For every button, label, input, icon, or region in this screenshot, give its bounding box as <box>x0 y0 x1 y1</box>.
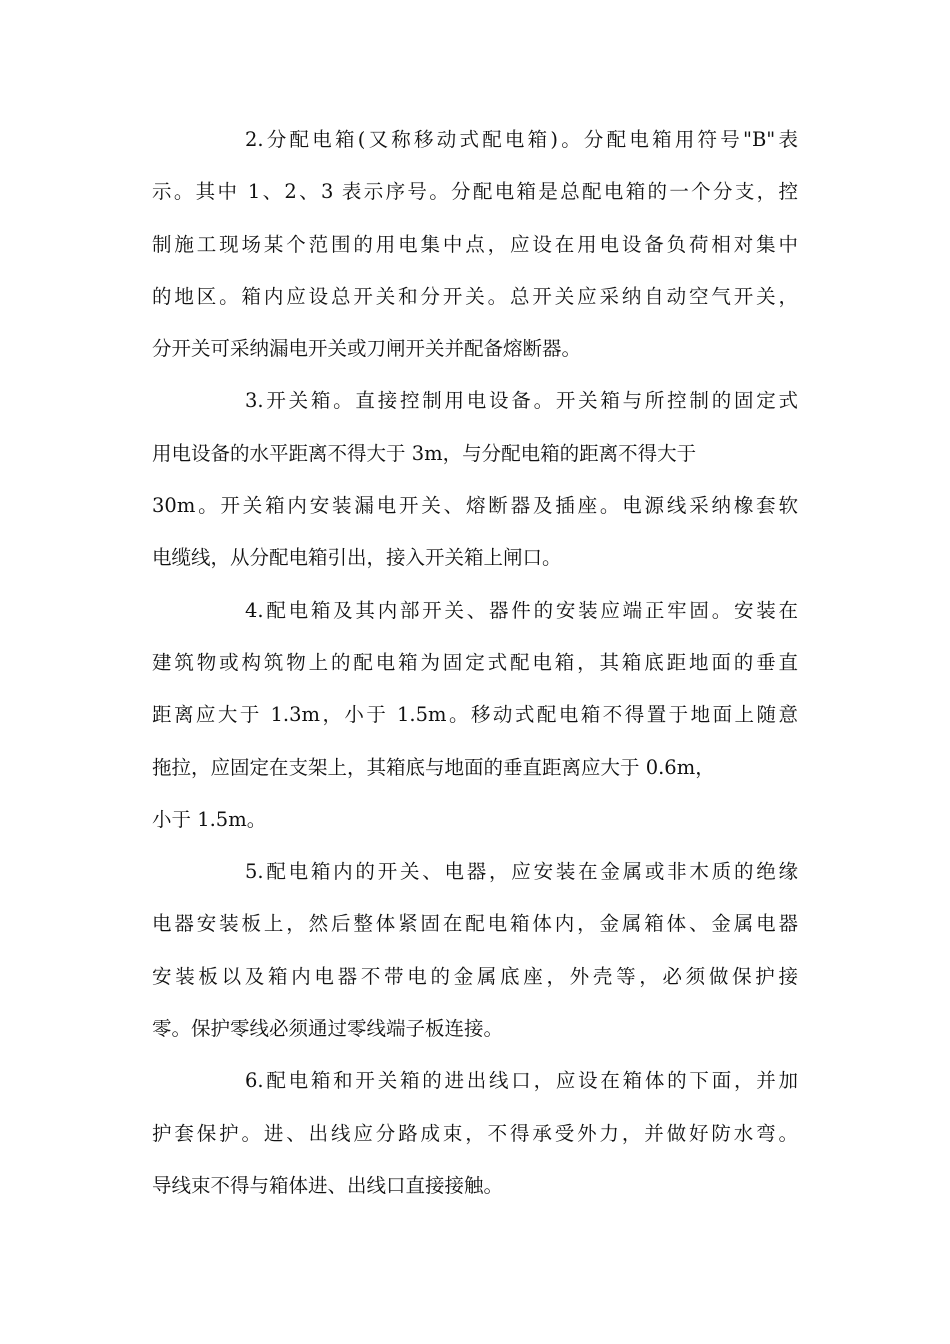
text-line: 4.配电箱及其内部开关、器件的安装应端正牢固。安装在 <box>245 598 798 622</box>
text-line: 6.配电箱和开关箱的进出线口，应设在箱体的下面，并加 <box>245 1069 798 1093</box>
text-line: 30m。开关箱内安装漏电开关、熔断器及插座。电源线采纳橡套软 <box>152 494 798 518</box>
text-line: 5.配电箱内的开关、电器，应安装在金属或非木质的绝缘 <box>245 860 798 884</box>
text-line: 电缆线，从分配电箱引出，接入开关箱上闸口。 <box>152 546 562 570</box>
text-line: 2.分配电箱(又称移动式配电箱)。分配电箱用符号"B"表 <box>245 128 798 151</box>
text-line: 导线束不得与箱体进、出线口直接接触。 <box>152 1173 504 1197</box>
text-line: 小于 1.5m。 <box>152 807 267 831</box>
text-line: 制施工现场某个范围的用电集中点，应设在用电设备负荷相对集中 <box>152 232 798 256</box>
paragraph-box-installation <box>152 585 798 846</box>
paragraph-mounting-board <box>152 846 798 1055</box>
paragraph-switch-box <box>152 375 798 584</box>
text-line: 护套保护。进、出线应分路成束，不得承受外力，并做好防水弯。 <box>152 1121 798 1145</box>
text-line: 距离应大于 1.3m，小于 1.5m。移动式配电箱不得置于地面上随意 <box>152 703 798 727</box>
text-line: 示。其中 1、2、3 表示序号。分配电箱是总配电箱的一个分支，控 <box>152 180 798 204</box>
text-line: 安装板以及箱内电器不带电的金属底座，外壳等，必须做保护接 <box>152 964 798 988</box>
text-line: 分开关可采纳漏电开关或刀闸开关并配备熔断器。 <box>152 337 582 361</box>
document-body <box>152 114 798 1212</box>
text-line: 电器安装板上，然后整体紧固在配电箱体内，金属箱体、金属电器 <box>152 912 798 936</box>
paragraph-cable-entry <box>152 1055 798 1212</box>
paragraph-distribution-box <box>152 114 798 375</box>
text-line: 的地区。箱内应设总开关和分开关。总开关应采纳自动空气开关， <box>152 284 798 308</box>
text-line: 拖拉，应固定在支架上，其箱底与地面的垂直距离应大于 0.6m， <box>152 755 715 779</box>
text-line: 零。保护零线必须通过零线端子板连接。 <box>152 1017 504 1041</box>
text-line: 3.开关箱。直接控制用电设备。开关箱与所控制的固定式 <box>245 389 798 413</box>
text-line: 用电设备的水平距离不得大于 3m，与分配电箱的距离不得大于 <box>152 441 697 465</box>
text-line: 建筑物或构筑物上的配电箱为固定式配电箱，其箱底距地面的垂直 <box>152 650 798 674</box>
